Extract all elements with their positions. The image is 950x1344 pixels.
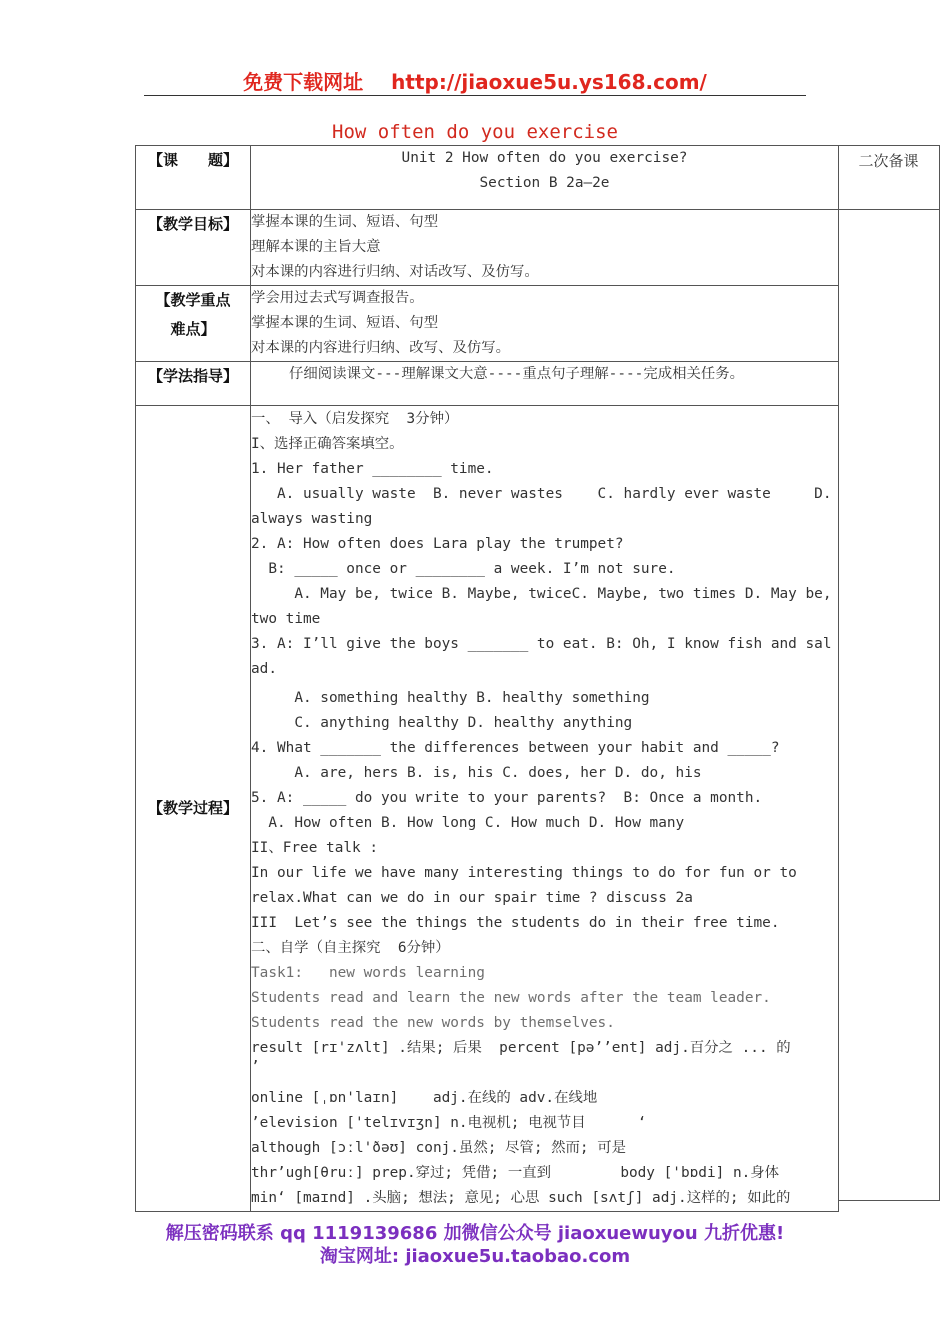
- goals-line-2: 理解本课的主旨大意: [251, 239, 381, 255]
- footer-shop-url[interactable]: 淘宝网址: jiaoxue5u.taobao.com: [319, 1246, 631, 1267]
- vocab-line: thr’ugh[θruː] prep.穿过; 凭借; 一直到 body ['bɒdi] n.身体: [251, 1165, 780, 1181]
- label-key-points: [136, 286, 251, 362]
- header-site-url[interactable]: http://jiaoxue5u.ys168.com/: [391, 70, 707, 94]
- header-banner: [0, 66, 950, 95]
- goals-line-1: 掌握本课的生词、短语、句型: [251, 214, 439, 230]
- footer-contact: 解压密码联系 qq 1119139686 加微信公众号 jiaoxuewuyou 九折优惠!: [165, 1223, 785, 1244]
- label-goals: 【教学目标】: [136, 210, 251, 286]
- page-title: How often do you exercise: [332, 121, 618, 143]
- task-line: Students read and learn the new words after the team leader.: [251, 990, 771, 1006]
- vocab-line: result [rɪ'zʌlt] .结果; 后果 percent [pə’’ent] adj.百分之 ... 的: [251, 1040, 791, 1056]
- topic-content: [251, 146, 839, 210]
- process-line: I、选择正确答案填空。: [251, 436, 404, 452]
- process-content: [251, 406, 839, 1212]
- process-line: A. are, hers B. is, his C. does, her D. do, his: [251, 765, 702, 781]
- key-points-content: [251, 286, 839, 362]
- label-topic: 【课 题】: [136, 146, 251, 210]
- vocab-line: online [ˌɒn'laɪn] adj.在线的 adv.在线地: [251, 1090, 598, 1106]
- label-process: 【教学过程】: [136, 406, 251, 1212]
- key-line-1: 学会用过去式写调查报告。: [251, 290, 424, 306]
- row-method: [136, 362, 839, 406]
- process-line: ad.: [251, 661, 277, 677]
- process-line: always wasting: [251, 511, 373, 527]
- vocab-line: ’: [251, 1059, 260, 1075]
- method-text: 仔细阅读课文---理解课文大意----重点句子理解----完成相关任务。: [289, 366, 745, 382]
- label-method: 【学法指导】: [136, 362, 251, 406]
- process-line: 1. Her father ________ time.: [251, 461, 494, 477]
- process-line: A. May be, twice B. Maybe, twiceC. Maybe, two times D. May be,: [251, 586, 832, 602]
- key-line-2: 掌握本课的生词、短语、句型: [251, 315, 439, 331]
- process-line: III Let’s see the things the students do in their free time.: [251, 915, 780, 931]
- process-line: two time: [251, 611, 321, 627]
- process-line: C. anything healthy D. healthy anything: [251, 715, 633, 731]
- goals-line-3: 对本课的内容进行归纳、对话改写、及仿写。: [251, 264, 539, 280]
- process-line: 一、 导入（启发探究 3分钟）: [251, 411, 459, 427]
- process-line: 2. A: How often does Lara play the trumpet?: [251, 536, 624, 552]
- process-line: 4. What _______ the differences between your habit and _____?: [251, 740, 780, 756]
- process-line: In our life we have many interesting things to do for fun or to: [251, 865, 797, 881]
- lesson-table: [135, 145, 839, 1212]
- row-topic: [136, 146, 839, 210]
- topic-line-1: Unit 2 How often do you exercise?: [401, 150, 688, 166]
- process-line: 3. A: I’ll give the boys _______ to eat. B: Oh, I know fish and sal: [251, 636, 832, 652]
- side-label: 二次备课: [838, 146, 939, 210]
- goals-content: [251, 210, 839, 286]
- side-column: [838, 145, 940, 1201]
- process-line: A. something healthy B. healthy something: [251, 690, 650, 706]
- row-key-points: [136, 286, 839, 362]
- vocab-line: min‘ [maɪnd] .头脑; 想法; 意见; 心思 such [sʌtʃ] adj.这样的; 如此的: [251, 1190, 791, 1206]
- label-key-points-2: 难点】: [170, 320, 216, 338]
- process-line: 二、自学（自主探究 6分钟）: [251, 940, 450, 956]
- vocab-line: ’elevision ['telɪvɪʒn] n.电视机; 电视节目 ‘: [251, 1115, 647, 1131]
- header-rule: [144, 95, 806, 96]
- row-goals: [136, 210, 839, 286]
- label-key-points-1: 【教学重点: [155, 291, 231, 309]
- process-line: B: _____ once or ________ a week. I’m not sure.: [251, 561, 676, 577]
- process-line: A. How often B. How long C. How much D. How many: [251, 815, 685, 831]
- task-line: Task1: new words learning: [251, 965, 485, 981]
- method-content: [251, 362, 839, 406]
- header-site-label: 免费下载网址: [243, 70, 364, 94]
- topic-line-2: Section B 2a—2e: [479, 175, 610, 191]
- vocab-line: although [ɔːl'ðəʊ] conj.虽然; 尽管; 然而; 可是: [251, 1140, 627, 1156]
- row-process: [136, 406, 839, 1212]
- process-line: 5. A: _____ do you write to your parents? B: Once a month.: [251, 790, 763, 806]
- process-line: A. usually waste B. never wastes C. hardly ever waste D.: [251, 486, 832, 502]
- task-line: Students read the new words by themselves.: [251, 1015, 615, 1031]
- process-line: II、Free talk :: [251, 840, 379, 856]
- key-line-3: 对本课的内容进行归纳、改写、及仿写。: [251, 340, 511, 356]
- process-line: relax.What can we do in our spair time ? discuss 2a: [251, 890, 693, 906]
